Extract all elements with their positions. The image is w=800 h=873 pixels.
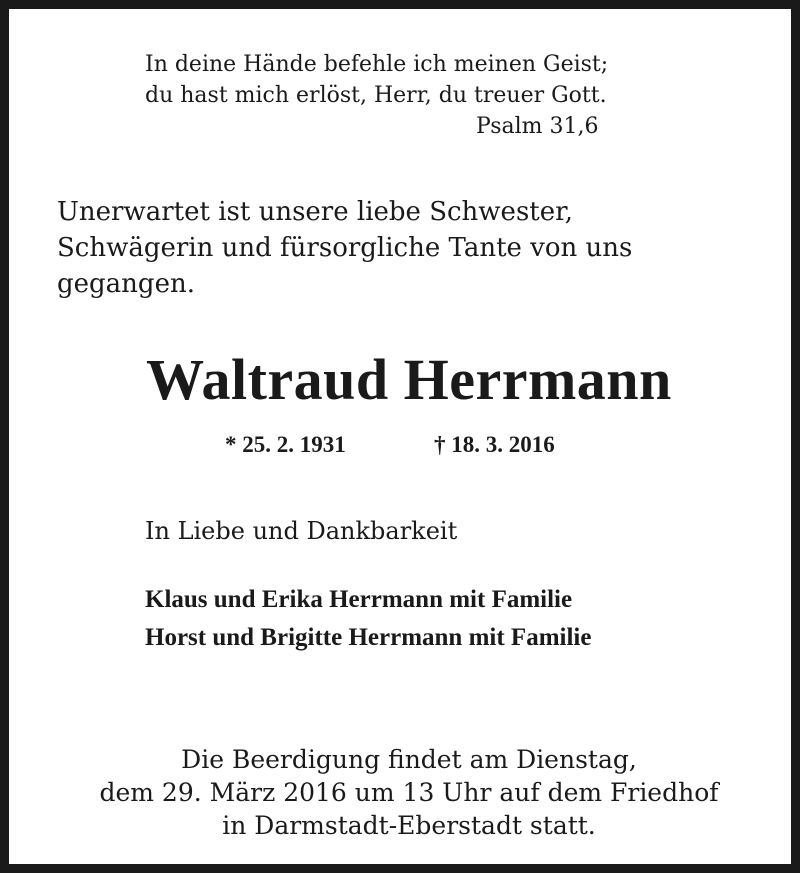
intro-text-line-3: gegangen. [57,269,195,299]
birth-date: * 25. 2. 1931 [225,432,346,457]
funeral-info-line-2: dem 29. März 2016 um 13 Uhr auf dem Friedhof [99,778,719,807]
psalm-verse-line-1: In deine Hände befehle ich meinen Geist; [145,52,609,77]
death-date: † 18. 3. 2016 [434,432,555,457]
funeral-info-line-3: in Darmstadt-Eberstadt statt. [222,811,596,840]
intro-text-line-1: Unerwartet ist unsere liebe Schwester, [57,197,573,227]
intro-text-line-2: Schwägerin und fürsorgliche Tante von uns [57,233,633,263]
funeral-info-line-1: Die Beerdigung findet am Dienstag, [181,745,637,774]
psalm-verse-line-2: du hast mich erlöst, Herr, du treuer Gott. [145,83,607,108]
mourner-family-1: Klaus und Erika Herrmann mit Familie [145,586,573,613]
dedication-text: In Liebe und Dankbarkeit [145,517,458,545]
psalm-reference: Psalm 31,6 [476,114,599,139]
mourner-family-2: Horst und Brigitte Herrmann mit Familie [145,624,592,651]
deceased-name: Waltraud Herrmann [146,347,672,412]
